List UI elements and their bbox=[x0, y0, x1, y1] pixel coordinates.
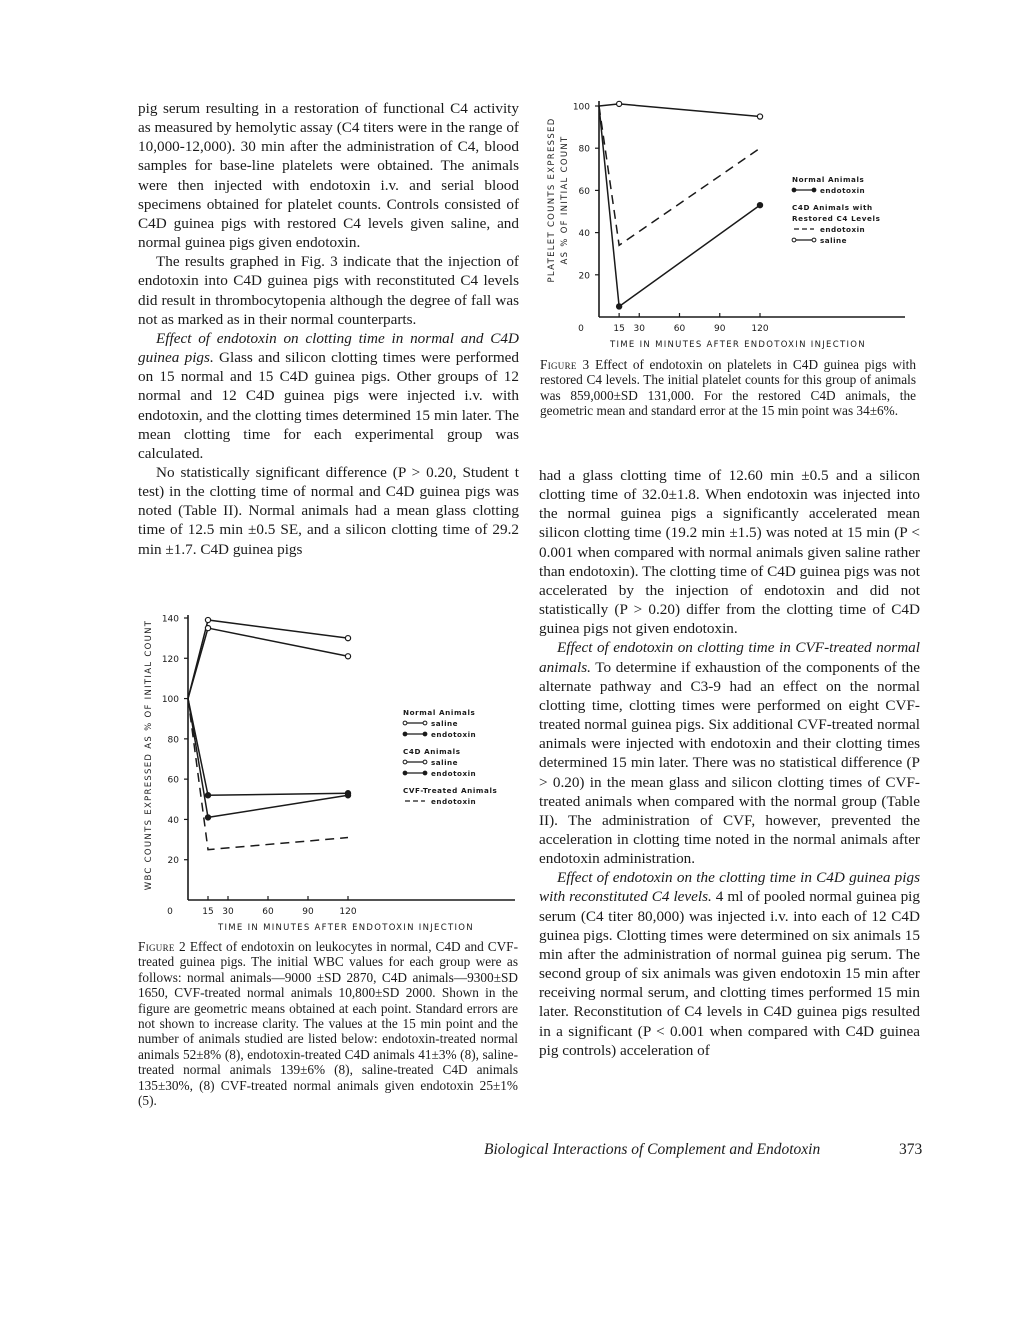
y-tick-label: 60 bbox=[167, 775, 179, 786]
x-tick-label: 90 bbox=[302, 907, 314, 917]
data-point-c4d_restored_saline bbox=[617, 101, 622, 106]
figure-2-caption bbox=[138, 939, 518, 1108]
legend-marker bbox=[792, 188, 796, 192]
series-line-c4d_restored_saline bbox=[599, 104, 760, 117]
running-title: Biological Interactions of Complement and Endotoxin bbox=[484, 1141, 821, 1158]
y-tick-label: 120 bbox=[161, 654, 179, 665]
figure-label: Figure 3 bbox=[540, 357, 590, 372]
section-heading: Effect of endotoxin on clotting time in normal and C4D guinea pigs. bbox=[138, 329, 519, 367]
legend-label: saline bbox=[820, 236, 848, 245]
left-column-text bbox=[138, 99, 519, 559]
paragraph: No statistically significant difference (P > 0.20, Student t test) in the clotting time of normal and C4D guinea pigs was noted (Table II). Normal animals had a mean glass clotting time of 12.5 min ±0.5 SE, and a silicon clotting time of 29.2 min ±1.7. C4D guinea pigs bbox=[138, 463, 519, 558]
x-tick-label: 120 bbox=[751, 324, 769, 334]
x-axis-label: TIME IN MINUTES AFTER ENDOTOXIN INJECTION bbox=[218, 923, 474, 933]
section-heading: Effect of endotoxin on clotting time in CVF-treated normal animals. bbox=[539, 639, 920, 676]
legend-marker bbox=[403, 732, 407, 736]
legend-group-title: Normal Animals bbox=[403, 708, 476, 717]
section-heading: Effect of endotoxin on the clotting time in C4D guinea pigs with reconstituted C4 levels. bbox=[539, 869, 920, 906]
legend-marker bbox=[403, 721, 407, 725]
series-line-c4d_saline bbox=[188, 628, 348, 699]
figure-3-chart bbox=[540, 95, 920, 355]
series-line-normal_endotoxin bbox=[188, 699, 348, 796]
legend-marker bbox=[423, 771, 427, 775]
paragraph: pig serum resulting in a restoration of functional C4 activity as measured by hemolytic assay (C4 titers were in the range of 10,000-12,000). 30 min after the administration of C4, blood samples for base-line platelets were obtained. The animals were then injected with endotoxin i.v. and serial blood specimens obtained for platelet counts. Controls consisted of C4D guinea pigs with restored C4 levels given saline, and normal guinea pigs given endotoxin. bbox=[138, 100, 519, 252]
x-tick-label: 30 bbox=[633, 324, 645, 334]
legend-group-title: C4D Animals with bbox=[792, 203, 873, 212]
data-point-c4d_endotoxin bbox=[205, 815, 210, 820]
data-point-normal_endotoxin bbox=[205, 793, 210, 798]
paragraph-body: To determine if exhaustion of the components of the alternate pathway and C3-9 had an effect on the normal clotting time, clotting times were performed on eight CVF-treated normal guinea pigs. Six additional CVF-treated normal animals were injected with endotoxin and their clotting times determined 15 min later. There was no statistical difference (P > 0.20) in the mean glass and silicon clotting times of CVF-treated animals when compared with the normal group (Table II). The administration of CVF, however, prevented the acceleration in clotting time noted in the normal animals after endotoxin administration. bbox=[539, 658, 920, 868]
legend-group-title: CVF-Treated Animals bbox=[403, 786, 498, 795]
data-point-normal_endotoxin bbox=[617, 304, 622, 309]
y-tick-label: 20 bbox=[578, 271, 590, 282]
data-point-normal_saline bbox=[205, 617, 210, 622]
legend-marker bbox=[792, 238, 796, 242]
paragraph-body: 4 ml of pooled normal guinea pig serum (C4 titer 80,000) was injected i.v. into each of 12 C4D guinea pigs. Clotting times were determined on six animals 15 min after the administration of normal guinea pig serum. The second group of six animals was given endotoxin 15 min after receiving normal serum, and clotting times performed 15 min later. Reconstitution of C4 levels in C4D guinea pigs resulted in a significant (P < 0.001 when compared with C4D guinea pig controls) acceleration of bbox=[539, 888, 920, 1059]
legend-marker bbox=[423, 721, 427, 725]
legend-label: saline bbox=[431, 719, 459, 728]
legend-group-title: Normal Animals bbox=[792, 175, 865, 184]
legend-label: endotoxin bbox=[431, 769, 477, 778]
y-tick-label: 80 bbox=[167, 735, 179, 746]
y-tick-label: 100 bbox=[572, 102, 590, 113]
x-tick-label: 60 bbox=[262, 907, 274, 917]
legend-label: saline bbox=[431, 758, 459, 767]
x-tick-label: 90 bbox=[714, 324, 726, 334]
data-point-c4d_restored_saline bbox=[757, 114, 762, 119]
paragraph: The results graphed in Fig. 3 indicate that the injection of endotoxin into C4D guinea pigs with reconstituted C4 levels did result in thrombocytopenia although the degree of fall was not as marked as in their normal counterparts. bbox=[138, 253, 519, 328]
legend-label: endotoxin bbox=[820, 225, 866, 234]
legend-label: endotoxin bbox=[820, 186, 866, 195]
x-tick-label: 30 bbox=[222, 907, 234, 917]
x-tick-label: 0 bbox=[167, 907, 173, 917]
legend-marker bbox=[423, 760, 427, 764]
series-line-cvf_endotoxin bbox=[188, 699, 348, 850]
legend-marker bbox=[812, 238, 816, 242]
legend-group-title: Restored C4 Levels bbox=[792, 214, 881, 223]
y-tick-label: 20 bbox=[167, 856, 179, 867]
paragraph: had a glass clotting time of 12.60 min ±0.5 and a silicon clotting time of 32.0±1.8. When endotoxin was injected into the normal guinea pigs a significantly accelerated mean silicon clotting time (19.2 min ±1.5) was noted at 15 min (P < 0.001 when compared with normal animals given saline rather than endotoxin). The clotting time of C4D guinea pigs was not accelerated by the injection of endotoxin and did not statistically (P > 0.20) differ from the clotting time of C4D guinea pigs not given endotoxin. bbox=[539, 467, 920, 638]
figure-3-caption bbox=[540, 357, 916, 419]
y-tick-label: 40 bbox=[578, 229, 590, 240]
legend-label: endotoxin bbox=[431, 730, 477, 739]
paragraph-body: Glass and silicon clotting times were performed on 15 normal and 15 C4D guinea pigs. Other groups of 12 normal and 12 C4D guinea pigs were injected i.v. with endotoxin, and the clotting times determined 15 min later. The mean clotting time for each experimental group was calculated. bbox=[138, 349, 519, 462]
y-axis-label: AS % OF INITIAL COUNT bbox=[560, 135, 570, 265]
x-tick-label: 15 bbox=[202, 907, 214, 917]
legend-label: endotoxin bbox=[431, 797, 477, 806]
data-point-c4d_saline bbox=[205, 625, 210, 630]
paragraph bbox=[138, 329, 519, 463]
x-tick-label: 120 bbox=[339, 907, 357, 917]
figure-label: Figure 2 bbox=[138, 939, 186, 954]
y-tick-label: 140 bbox=[161, 614, 179, 625]
right-column-text bbox=[539, 466, 920, 1060]
x-axis-label: TIME IN MINUTES AFTER ENDOTOXIN INJECTION bbox=[610, 340, 866, 350]
x-tick-label: 0 bbox=[578, 324, 584, 334]
legend-marker bbox=[423, 732, 427, 736]
y-axis-label: PLATELET COUNTS EXPRESSED bbox=[547, 117, 557, 283]
legend-group-title: C4D Animals bbox=[403, 747, 461, 756]
legend-marker bbox=[403, 760, 407, 764]
paragraph bbox=[539, 868, 920, 1060]
page-number: 373 bbox=[899, 1141, 923, 1158]
caption-text: Effect of endotoxin on platelets in C4D guinea pigs with restored C4 levels. The initial platelet counts for this group of animals was 859,000±SD 131,000. For the restored C4D animals, the geometric mean and standard error at the 15 min point was 34±6%. bbox=[540, 357, 916, 419]
series-line-normal_endotoxin bbox=[599, 106, 760, 306]
y-tick-label: 40 bbox=[167, 815, 179, 826]
data-point-normal_saline bbox=[345, 636, 350, 641]
y-axis-label: WBC COUNTS EXPRESSED AS % OF INITIAL COUNT bbox=[144, 619, 154, 891]
caption-text: Effect of endotoxin on leukocytes in normal, C4D and CVF-treated guinea pigs. The initial WBC values for each group were as follows: normal animals—9000 ±SD 2870, C4D animals—9300±SD 1650, CVF-treated normal animals 10,800±SD 2000. Shown in the figure are geometric means obtained at each point. Standard errors are not shown to increase clarity. The values at the 15 min point and the number of animals studied are listed below: endotoxin-treated normal animals 52±8% (8), endotoxin-treated C4D animals 41±3% (8), saline-treated normal animals 139±6% (8), saline-treated C4D animals 135±30%, (8) CVF-treated normal animals given endotoxin 25±1% (5). bbox=[138, 939, 519, 1109]
series-line-normal_saline bbox=[188, 620, 348, 699]
paragraph bbox=[539, 638, 920, 868]
y-tick-label: 80 bbox=[578, 144, 590, 155]
series-line-c4d_restored_endotoxin bbox=[599, 106, 760, 245]
legend-marker bbox=[812, 188, 816, 192]
legend-marker bbox=[403, 771, 407, 775]
x-tick-label: 60 bbox=[673, 324, 686, 334]
data-point-c4d_endotoxin bbox=[345, 793, 350, 798]
y-tick-label: 60 bbox=[578, 186, 590, 197]
series-line-c4d_endotoxin bbox=[188, 699, 348, 818]
x-tick-label: 15 bbox=[613, 324, 625, 334]
y-tick-label: 100 bbox=[161, 695, 179, 706]
data-point-c4d_saline bbox=[345, 654, 350, 659]
data-point-normal_endotoxin bbox=[757, 203, 762, 208]
figure-2-chart bbox=[130, 605, 530, 935]
